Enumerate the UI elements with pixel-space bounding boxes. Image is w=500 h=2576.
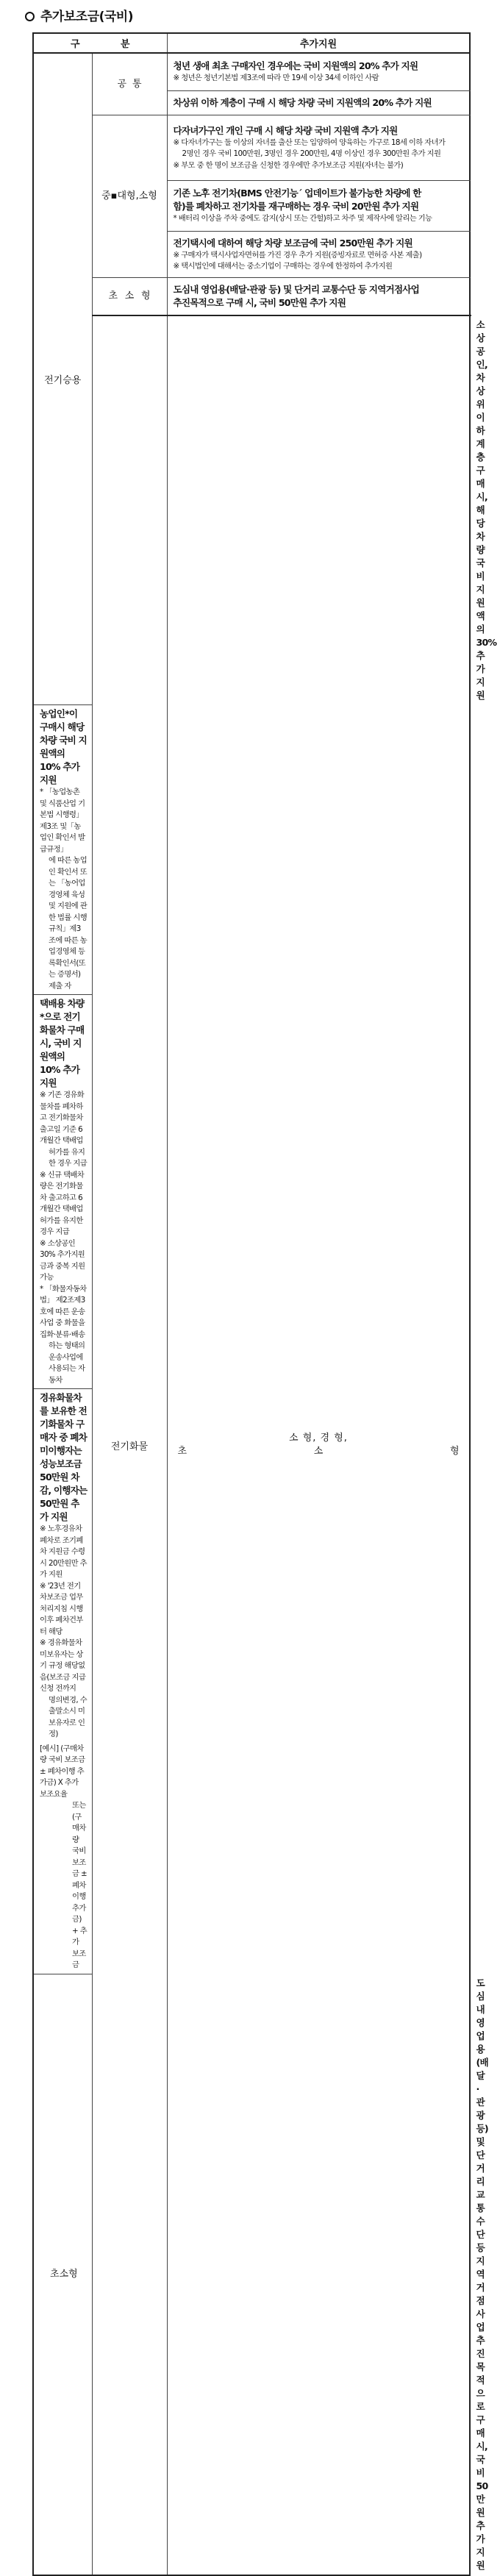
label-char: 초 — [50, 2268, 60, 2280]
subcategory-ultra-small-truck — [33, 1974, 92, 2575]
support-text: 농업인*이 구매시 해당차량 국비 지원액의 10% 추가지원 — [40, 708, 87, 785]
support-cell — [33, 995, 92, 1389]
category-ev-truck: 전기화물 — [92, 315, 167, 2575]
table-row — [33, 115, 470, 181]
section-title — [25, 6, 133, 24]
table-row — [33, 278, 470, 316]
support-note: ※ 기존 경유화물차를 폐차하고 전기화물차 출고일 기준 6개월간 택배업 — [40, 1091, 85, 1145]
support-note: ※ 노후경유차 폐차로 조기폐차 지원금 수령시 20만원만 추가 지원 — [40, 1524, 87, 1579]
support-note: ※ 구매자가 택시사업자면허를 가진 경우 추가 지원(증빙자료로 면허증 사본 제출) — [173, 250, 422, 260]
support-cell — [167, 232, 470, 278]
example-text: 또는 (구매차량 국비 보조금 ± 폐차이행 추가금) + 추가 보조금 — [72, 1801, 88, 1969]
label-char: 형 — [140, 290, 151, 302]
support-note: ※ 청년은 청년기본법 제3조에 따라 만 19세 이상 34세 이하인 사람 — [173, 74, 379, 83]
support-text: 전기택시에 대하여 해당 차량 보조금에 국비 250만원 추가 지원 — [173, 237, 413, 249]
example-text: [예시] (구매차량 국비 보조금 ± 폐차이행 추가금) X 추가 보조요율 — [40, 1744, 85, 1799]
label-char: 소 — [124, 290, 135, 302]
support-note: ※ 부모 중 한 명이 보조금을 신청한 경우에만 추가보조금 지원(자녀는 불가) — [173, 160, 404, 170]
support-note: * 배터리 이상을 주차 중에도 감지(상시 또는 간헐)하고 차주 및 제작사에 알리는 기능 — [173, 214, 432, 224]
table-row — [33, 53, 470, 91]
support-note: ※ 경유화물차 미보유자는 상기 규정 해당없음(보조금 지급신청 전까지 — [40, 1638, 86, 1693]
label-char: 소 — [59, 2268, 69, 2280]
subcategory-ultra-small — [92, 278, 167, 316]
subcategory-general — [92, 53, 167, 115]
label-char: 초 — [177, 1446, 188, 1458]
support-text: 차상위 이하 계층이 구매 시 해당 차량 국비 지원액의 20% 추가 지원 — [173, 97, 432, 108]
label-char: 형 — [68, 2268, 78, 2280]
subcategory-small-light-ultra — [167, 315, 470, 2575]
subcategory-mid-large-small: 중▪대형,소형 — [92, 115, 167, 278]
support-note: 허가를 유지한 경우 지급 — [49, 1147, 88, 1168]
table-header-row — [33, 33, 470, 53]
support-cell — [33, 705, 92, 995]
support-note: * 「화물자동차법」 제2조제3호에 따른 운송사업 중 화물을 집화·분류·배송 — [40, 1284, 87, 1339]
header-gu: 구 — [71, 39, 80, 50]
support-cell — [167, 91, 470, 115]
subsidy-table — [32, 32, 497, 2576]
header-category — [33, 33, 167, 53]
label-char: 공 — [117, 78, 127, 90]
support-text: 도심내 영업용(배달·관광 등) 및 단거리 교통수단 등 지역거점사업 — [173, 284, 419, 295]
label-char: 소 — [313, 1446, 324, 1458]
header-extra-support: 추가지원 — [167, 33, 470, 53]
support-note: ※ 다자녀가구는 둘 이상의 자녀를 출산 또는 입양하여 양육하는 가구로 18세 이하 자녀가 — [173, 138, 446, 147]
support-text: 다자녀가구인 개인 구매 시 해당 차량 국비 지원액 추가 지원 — [173, 124, 398, 136]
support-text: 청년 생애 최초 구매자인 경우에는 국비 지원액의 20% 추가 지원 — [173, 60, 418, 72]
support-note: 하는 형태의 운송사업에 사용되는 자동차 — [49, 1341, 85, 1385]
support-cell — [167, 115, 470, 181]
support-note: 규칙」제3조에 따른 농업경영체 등록확인서(또는 증명서) 제출 자 — [49, 924, 88, 991]
support-note: ※ 신규 택배차량은 전기화물차 출고하고 6개월간 택배업 허가를 유지한 경우 지급 — [40, 1170, 85, 1236]
support-text: 함)를 폐차하고 전기차를 재구매하는 경우 국비 20만원 추가 지원 — [173, 201, 419, 213]
support-note: 명의변경, 수출말소시 미보유자로 인정) — [49, 1695, 88, 1738]
support-note: ※ '23년 전기차보조금 업무처리지침 시행 이후 폐차건부터 해당 — [40, 1581, 83, 1636]
circle-bullet-icon — [25, 12, 35, 21]
table-row: 전기화물 소 형, 경 형, 초 소 형 소상공인, 차상위 이하계층 구매 시, 해당차량 국비 지원액의 30% 추가 지원 — [33, 315, 470, 705]
support-note: ※ 소상공인 30% 추가지원금과 중복 지원 가능 — [40, 1238, 85, 1282]
support-text: 성능보조금 50만원 차감, 이행자는 50만원 추가 지원 — [40, 1458, 88, 1522]
support-note: 에 따른 농업인 확인서 또는 「농어업경영체 육성 및 지원에 관한 법률 시행 — [49, 856, 88, 922]
support-text: 경유화물차를 보유한 전기화물차 구매자 중 폐차 미이행자는 — [40, 1392, 87, 1456]
support-text: 택배용 차량*으로 전기화물차 구매 시, 국비 지원액의 10% 추가 지원 — [40, 998, 85, 1088]
title-text: 추가보조금(국비) — [40, 10, 133, 24]
header-bun: 분 — [120, 39, 130, 50]
table-row: 초 소 형 도심내 영업용(배달·관광 등) 및 단거리 교통수단 등 지역거점사업 추진 목적으로 구매 시, 국비 50만원 추가 지원 — [33, 1974, 470, 2575]
label-char: 형 — [449, 1446, 460, 1458]
support-note: * 「농업농촌 및 식품산업 기본법 시행령」 제3조 및「농업인 확인서 발급규정」 — [40, 788, 85, 854]
support-note: 2명인 경우 국비 100만원, 3명인 경우 200만원, 4명 이상인 경우 300만원 추가 지원 — [182, 149, 441, 159]
support-cell — [33, 1389, 92, 1974]
category-ev-car: 전기승용 — [33, 53, 92, 705]
label-char: 통 — [132, 78, 142, 90]
support-note: ※ 택시법인에 대해서는 중소기업이 구매하는 경우에 한정하여 추가지원 — [173, 262, 393, 271]
label-line: 소 형, 경 형, — [289, 1433, 348, 1444]
support-cell — [167, 181, 470, 232]
support-cell — [167, 53, 470, 91]
support-text: 기존 노후 전기차(BMS 안전기능ˊ 업데이트가 불가능한 차량에 한 — [173, 188, 421, 199]
support-cell — [167, 278, 470, 316]
support-text: 추진목적으로 구매 시, 국비 50만원 추가 지원 — [173, 297, 346, 308]
label-char: 초 — [108, 290, 118, 302]
